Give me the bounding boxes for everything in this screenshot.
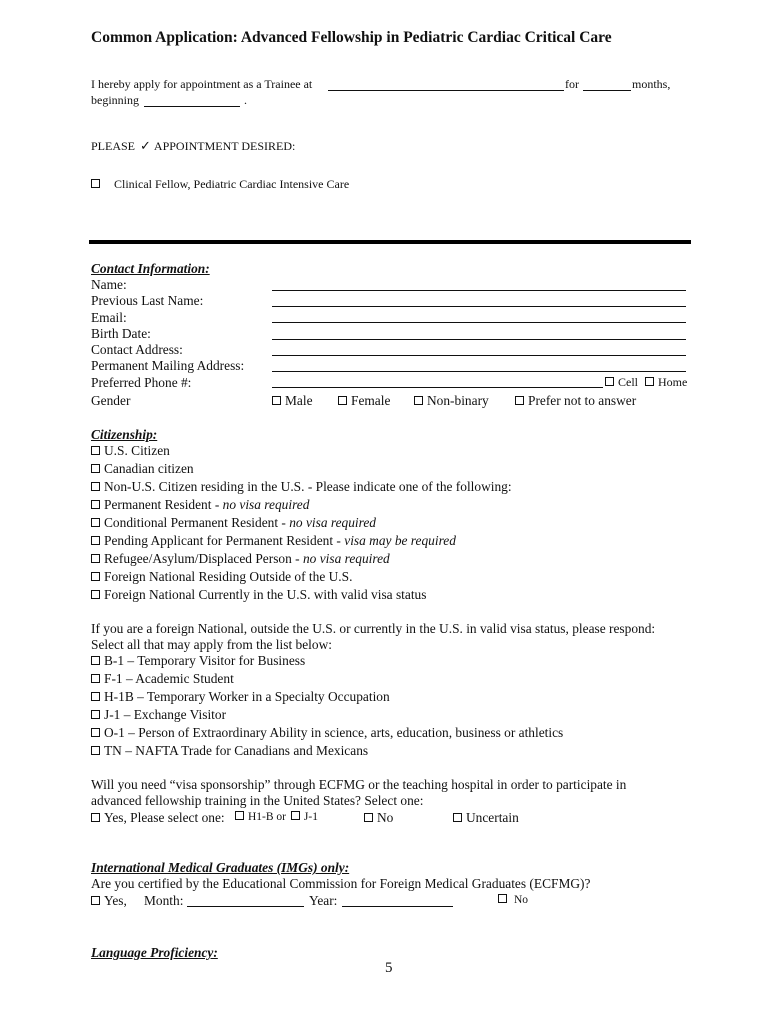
section-divider: [89, 240, 691, 244]
list-item: U.S. Citizen: [91, 443, 170, 459]
img-year-label: Year:: [309, 893, 338, 908]
intro-months: months,: [632, 77, 671, 91]
checkbox-sponsorship-no[interactable]: [364, 813, 373, 822]
contact-heading: Contact Information:: [91, 261, 210, 276]
label-contact-address: Contact Address:: [91, 342, 183, 357]
list-item: Refugee/Asylum/Displaced Person - no visa required: [91, 551, 390, 567]
list-item: Non-U.S. Citizen residing in the U.S. - Please indicate one of the following:: [91, 479, 512, 495]
img-yes-option: Yes,: [91, 893, 127, 909]
list-item: Canadian citizen: [91, 461, 194, 477]
checkbox-cell[interactable]: [605, 377, 614, 386]
checkbox-j1[interactable]: [91, 710, 100, 719]
label-previous-last-name: Previous Last Name:: [91, 293, 204, 308]
sponsorship-question-1: Will you need “visa sponsorship” through ECFMG or the teaching hospital in order to participate in: [91, 777, 627, 792]
checkbox-foreign-national-in-us[interactable]: [91, 590, 100, 599]
sponsorship-uncertain-option: Uncertain: [453, 810, 519, 826]
list-item: B-1 – Temporary Visitor for Business: [91, 653, 305, 669]
list-item: Foreign National Currently in the U.S. with valid visa status: [91, 587, 426, 603]
checkbox-clinical-fellow[interactable]: [91, 179, 100, 188]
list-item: F-1 – Academic Student: [91, 671, 234, 687]
visa-intro-2: Select all that may apply from the list below:: [91, 637, 332, 652]
intro-beginning: beginning: [91, 93, 139, 107]
sponsorship-question-2: advanced fellowship training in the United States? Select one:: [91, 793, 424, 808]
intro-period: .: [244, 93, 247, 107]
appointment-desired-label: APPOINTMENT DESIRED:: [153, 139, 296, 153]
gender-option-non-binary: Non-binary: [414, 393, 489, 409]
checkbox-tn[interactable]: [91, 746, 100, 755]
page-title: Common Application: Advanced Fellowship in Pediatric Cardiac Critical Care: [91, 29, 612, 46]
checkbox-prefer-not-to-answer[interactable]: [515, 396, 524, 405]
list-item: Conditional Permanent Resident - no visa required: [91, 515, 376, 531]
cell-label: Cell: [618, 375, 638, 389]
checkbox-foreign-national-outside[interactable]: [91, 572, 100, 581]
checkbox-sponsorship-uncertain[interactable]: [453, 813, 462, 822]
gender-option-prefer-not: Prefer not to answer: [515, 393, 636, 409]
checkbox-sponsorship-h1b[interactable]: [235, 811, 244, 820]
img-no-option: No: [498, 894, 528, 906]
list-item: Permanent Resident - no visa required: [91, 497, 309, 513]
checkbox-home[interactable]: [645, 377, 654, 386]
checkbox-o1[interactable]: [91, 728, 100, 737]
list-item: TN – NAFTA Trade for Canadians and Mexicans: [91, 743, 368, 759]
list-item: Foreign National Residing Outside of the U.S.: [91, 569, 352, 585]
img-heading: International Medical Graduates (IMGs) only:: [91, 860, 350, 875]
sponsorship-no-option: No: [364, 810, 393, 826]
appointment-desired-line: [91, 138, 295, 154]
intro-prefix: I hereby apply for appointment as a Trainee at: [91, 77, 313, 91]
checkbox-male[interactable]: [272, 396, 281, 405]
img-question: Are you certified by the Educational Commission for Foreign Medical Graduates (ECFMG)?: [91, 876, 591, 891]
email-field[interactable]: [272, 322, 686, 323]
label-gender: Gender: [91, 393, 131, 408]
page-number: 5: [385, 960, 393, 976]
sponsorship-visa-types: H1-B or J-1: [235, 811, 318, 823]
months-field[interactable]: [583, 90, 631, 91]
checkbox-non-binary[interactable]: [414, 396, 423, 405]
img-month-label: Month:: [144, 893, 184, 908]
citizenship-heading: Citizenship:: [91, 427, 158, 442]
phone-type-options: [605, 375, 687, 390]
appointment-option: [91, 177, 349, 192]
list-item: Pending Applicant for Permanent Resident - visa may be required: [91, 533, 456, 549]
intro-for: for: [565, 77, 579, 91]
checkbox-refugee-asylum[interactable]: [91, 554, 100, 563]
name-field[interactable]: [272, 290, 686, 291]
ecfmg-year-field[interactable]: [342, 906, 453, 907]
please-label: PLEASE: [91, 139, 136, 153]
trainee-institution-field[interactable]: [328, 90, 564, 91]
list-item: J-1 – Exchange Visitor: [91, 707, 226, 723]
previous-last-name-field[interactable]: [272, 306, 686, 307]
label-permanent-mailing-address: Permanent Mailing Address:: [91, 358, 245, 373]
beginning-date-field[interactable]: [144, 106, 240, 107]
label-email: Email:: [91, 310, 127, 325]
checkbox-us-citizen[interactable]: [91, 446, 100, 455]
gender-option-male: Male: [272, 393, 313, 409]
label-name: Name:: [91, 277, 127, 292]
checkbox-h1b[interactable]: [91, 692, 100, 701]
checkbox-pending-applicant[interactable]: [91, 536, 100, 545]
gender-option-female: Female: [338, 393, 390, 409]
checkbox-non-us-citizen[interactable]: [91, 482, 100, 491]
visa-intro-1: If you are a foreign National, outside the U.S. or currently in the U.S. in valid visa status, please respond:: [91, 621, 656, 636]
appointment-option-label: Clinical Fellow, Pediatric Cardiac Intensive Care: [114, 177, 350, 191]
checkbox-conditional-permanent-resident[interactable]: [91, 518, 100, 527]
intro-line-1: [91, 77, 312, 92]
label-birth-date: Birth Date:: [91, 326, 151, 341]
list-item: H-1B – Temporary Worker in a Specialty Occupation: [91, 689, 390, 705]
checkbox-ecfmg-no[interactable]: [498, 894, 507, 903]
checkbox-permanent-resident[interactable]: [91, 500, 100, 509]
permanent-mailing-address-field[interactable]: [272, 371, 686, 372]
checkbox-sponsorship-j1[interactable]: [291, 811, 300, 820]
checkbox-ecfmg-yes[interactable]: [91, 896, 100, 905]
checkbox-female[interactable]: [338, 396, 347, 405]
checkbox-f1[interactable]: [91, 674, 100, 683]
language-heading: Language Proficiency:: [91, 945, 218, 960]
checkbox-canadian-citizen[interactable]: [91, 464, 100, 473]
preferred-phone-field[interactable]: [272, 387, 603, 388]
ecfmg-month-field[interactable]: [187, 906, 304, 907]
checkbox-sponsorship-yes[interactable]: [91, 813, 100, 822]
label-preferred-phone: Preferred Phone #:: [91, 375, 192, 390]
checkbox-b1[interactable]: [91, 656, 100, 665]
list-item: O-1 – Person of Extraordinary Ability in science, arts, education, business or athletics: [91, 725, 563, 741]
check-mark-icon: ✓: [140, 138, 151, 153]
sponsorship-yes-option: Yes, Please select one:: [91, 810, 225, 826]
home-label: Home: [658, 375, 688, 389]
contact-address-field[interactable]: [272, 355, 686, 356]
birth-date-field[interactable]: [272, 339, 686, 340]
